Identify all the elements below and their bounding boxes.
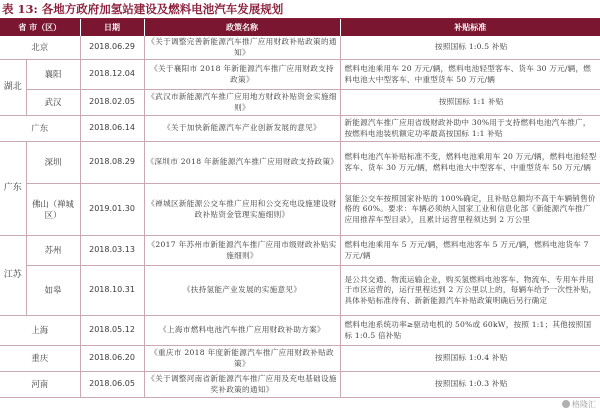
header-subsidy: 补贴标准	[340, 19, 600, 36]
watermark-text: 格隆汇	[572, 400, 596, 409]
date-cell: 2018.06.05	[80, 372, 144, 398]
date-cell: 2018.10.31	[80, 266, 144, 316]
city-cell: 苏州	[26, 236, 80, 266]
date-cell: 2018.12.04	[80, 60, 144, 90]
date-cell: 2018.06.29	[80, 36, 144, 60]
table-row	[0, 90, 600, 116]
city-cell: 深圳	[26, 142, 80, 184]
city-cell: 如皋	[26, 266, 80, 316]
date-cell: 2018.06.20	[80, 346, 144, 372]
watermark-logo	[562, 399, 596, 410]
policy-cell: 《扶持氢能产业发展的实施意见》	[144, 266, 340, 316]
subsidy-cell: 按照国标 1:0.3 补贴	[340, 372, 600, 398]
subsidy-cell: 按照国标 1:1 补贴	[340, 90, 600, 116]
date-cell: 2018.03.13	[80, 236, 144, 266]
subsidy-cell: 燃料电池系统功率≥驱动电机的 50%或 60kW，按照 1:1；其他按照国标 1:0.5 倍补贴	[340, 316, 600, 346]
date-cell: 2018.06.14	[80, 116, 144, 142]
table-row	[0, 184, 600, 236]
policy-cell: 《深圳市 2018 年新能源汽车推广应用财政支持政策》	[144, 142, 340, 184]
province-cell: 广东	[0, 142, 26, 236]
header-region: 省 市（区）	[0, 19, 80, 36]
subsidy-cell: 按照国标 1:0.5 补贴	[340, 36, 600, 60]
policy-table	[0, 19, 600, 398]
table-row	[0, 372, 600, 398]
caption-title: 各地方政府加氢站建设及燃料电池汽车发展规划	[41, 2, 284, 16]
policy-cell: 《关于襄阳市 2018 年新能源汽车推广应用财政支持政策》	[144, 60, 340, 90]
date-cell: 2018.08.29	[80, 142, 144, 184]
table-caption	[2, 0, 283, 18]
policy-cell: 《武汉市新能源汽车推广应用地方财政补贴资金实施细则》	[144, 90, 340, 116]
province-cell: 江苏	[0, 236, 26, 316]
table-row	[0, 346, 600, 372]
city-cell: 广东	[0, 116, 80, 142]
table-row	[0, 36, 600, 60]
city-cell: 重庆	[0, 346, 80, 372]
policy-cell: 《2017 年苏州市新能源汽车推广应用市级财政补贴实施细则》	[144, 236, 340, 266]
table-row	[0, 316, 600, 346]
city-cell: 襄阳	[26, 60, 80, 90]
table-row	[0, 60, 600, 90]
city-cell: 武汉	[26, 90, 80, 116]
header-policy: 政策名称	[144, 19, 340, 36]
city-cell: 佛山（禅城区）	[26, 184, 80, 236]
caption-label: 表 13:	[2, 2, 38, 16]
header-row	[0, 19, 600, 36]
subsidy-cell: 燃料电池乘用车 20 万元/辆，燃料电池轻型客车、货车 30 万元/辆，燃料电池大中型客车、中重型货车 50 万元/辆	[340, 60, 600, 90]
city-cell: 河南	[0, 372, 80, 398]
date-cell: 2018.02.05	[80, 90, 144, 116]
policy-cell: 《关于调整河南省新能源汽车推广应用及充电基础设施奖补政策的通知》	[144, 372, 340, 398]
date-cell: 2018.05.12	[80, 316, 144, 346]
subsidy-cell: 新能源汽车推广应用省级财政补助中 30%用于支持燃料电池汽车推广，按燃料电池装机额定功率最高按国标 1:1 补贴	[340, 116, 600, 142]
table-row	[0, 142, 600, 184]
policy-cell: 《禅城区新能源公交车推广应用和公交充电设施建设财政补贴资金管理实施细则》	[144, 184, 340, 236]
table-row	[0, 266, 600, 316]
province-cell: 湖北	[0, 60, 26, 116]
city-cell: 北京	[0, 36, 80, 60]
date-cell: 2019.01.30	[80, 184, 144, 236]
policy-cell: 《关于加快新能源汽车产业创新发展的意见》	[144, 116, 340, 142]
subsidy-cell: 燃料电池乘用车 5 万元/辆，燃料电池客车 5 万元/辆，燃料电池货车 7 万元/辆	[340, 236, 600, 266]
subsidy-cell: 燃料电池汽车补贴标准不变，燃料电池乘用车 20 万元/辆，燃料电池轻型客车、货车 30 万元/辆，燃料电池大中型客车、中重型货车 50 万元/辆	[340, 142, 600, 184]
table-row	[0, 116, 600, 142]
subsidy-cell: 是公共交通、物流运输企业，购买氢燃料电池客车、物流车、专用车并用于市区运营的，运行里程达到 2 万公里以上的，每辆车给予一次性补贴，具体补贴标准待有、新新能源汽车补贴政策明确后另行确定	[340, 266, 600, 316]
header-date: 日期	[80, 19, 144, 36]
policy-cell: 《重庆市 2018 年度新能源汽车推广应用财政补贴政策》	[144, 346, 340, 372]
watermark-icon	[562, 400, 570, 408]
table-row	[0, 236, 600, 266]
subsidy-cell: 氢能公交车按照国家补贴的 100%确定，且补贴总额均不高于车辆销售价格的 60%。要求：车辆必须纳入国家工业和信息化部《新能源汽车推广应用推荐车型目录》，且累计运营里程须达到 2 万公里	[340, 184, 600, 236]
subsidy-cell: 按照国标 1:0.4 补贴	[340, 346, 600, 372]
policy-cell: 《关于调整完善新能源汽车推广应用财政补贴政策的通知》	[144, 36, 340, 60]
policy-cell: 《上海市燃料电池汽车推广应用财政补助方案》	[144, 316, 340, 346]
city-cell: 上海	[0, 316, 80, 346]
